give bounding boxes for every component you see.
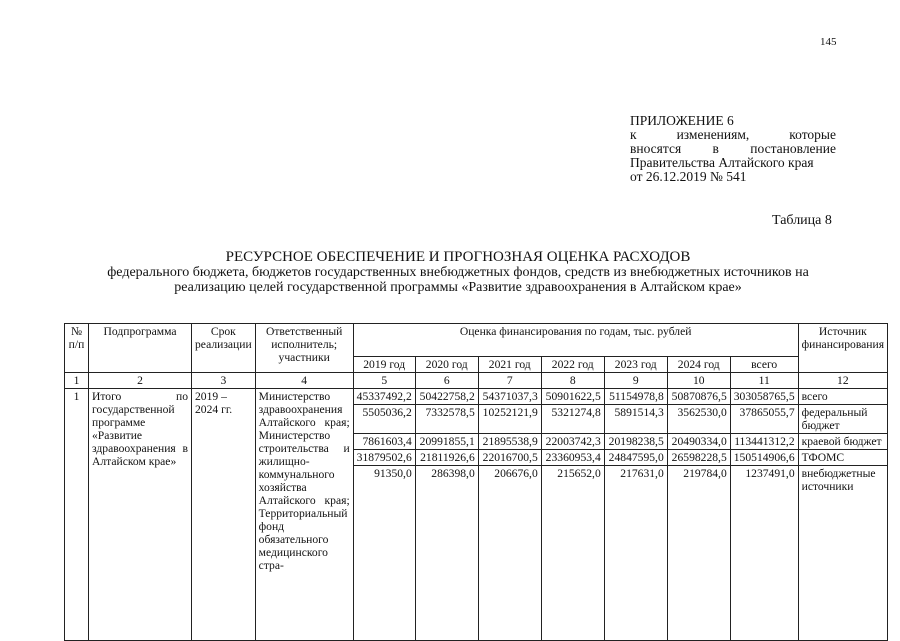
header-term: Срок реализации xyxy=(192,324,256,373)
value-cell: 286398,0 xyxy=(415,466,478,641)
appendix-line-3: Правительства Алтайского края xyxy=(630,155,814,170)
value-cell: 7332578,5 xyxy=(415,405,478,434)
value-cell: 20490334,0 xyxy=(667,434,730,450)
value-cell: 3562530,0 xyxy=(667,405,730,434)
appendix-line-2: вносятся в постановление xyxy=(630,141,836,156)
value-cell: 54371037,3 xyxy=(478,389,541,405)
value-cell: 20198238,5 xyxy=(604,434,667,450)
column-number: 11 xyxy=(730,373,798,389)
appendix-block xyxy=(630,114,836,184)
header-source: Источник финансирования xyxy=(798,324,887,373)
column-numbers-row xyxy=(65,373,888,389)
value-cell: 22016700,5 xyxy=(478,450,541,466)
value-cell: 219784,0 xyxy=(667,466,730,641)
document-title: РЕСУРСНОЕ ОБЕСПЕЧЕНИЕ И ПРОГНОЗНАЯ ОЦЕНКА РАСХОДОВ xyxy=(225,249,691,265)
column-number: 9 xyxy=(604,373,667,389)
header-subprogram: Подпрограмма xyxy=(89,324,192,373)
value-cell: 45337492,2 xyxy=(353,389,415,405)
column-number: 10 xyxy=(667,373,730,389)
value-cell: 5321274,8 xyxy=(541,405,604,434)
appendix-title: ПРИЛОЖЕНИЕ 6 xyxy=(630,113,734,128)
value-cell: 21811926,6 xyxy=(415,450,478,466)
year-header-total: всего xyxy=(730,357,798,373)
year-header: 2023 год xyxy=(604,357,667,373)
column-number: 12 xyxy=(798,373,887,389)
value-cell-total: 303058765,5 xyxy=(730,389,798,405)
document-subtitle-1: федерального бюджета, бюджетов государственных внебюджетных фондов, средств из внебюджетных источников на xyxy=(107,265,809,280)
appendix-line-1: к изменениям, которые xyxy=(630,127,836,142)
year-header: 2024 год xyxy=(667,357,730,373)
document-heading xyxy=(40,250,876,295)
value-cell: 51154978,8 xyxy=(604,389,667,405)
year-header: 2022 год xyxy=(541,357,604,373)
resource-table xyxy=(64,323,888,641)
value-cell: 24847595,0 xyxy=(604,450,667,466)
value-cell: 217631,0 xyxy=(604,466,667,641)
row-subprogram: Итого по государственной программе «Развитие здравоохранения в Алтайском крае» xyxy=(89,389,192,641)
value-cell: 26598228,5 xyxy=(667,450,730,466)
row-term: 2019 – 2024 гг. xyxy=(192,389,256,641)
value-cell: 206676,0 xyxy=(478,466,541,641)
value-cell-total: 113441312,2 xyxy=(730,434,798,450)
page-number: 145 xyxy=(820,36,837,48)
source-cell: краевой бюджет xyxy=(798,434,887,450)
value-cell: 5891514,3 xyxy=(604,405,667,434)
year-header: 2019 год xyxy=(353,357,415,373)
header-executor: Ответственный исполнитель; участники xyxy=(255,324,353,373)
value-cell: 7861603,4 xyxy=(353,434,415,450)
value-cell: 22003742,3 xyxy=(541,434,604,450)
header-row xyxy=(65,324,888,357)
column-number: 4 xyxy=(255,373,353,389)
source-cell: федеральный бюджет xyxy=(798,405,887,434)
value-cell: 10252121,9 xyxy=(478,405,541,434)
column-number: 2 xyxy=(89,373,192,389)
value-cell: 20991855,1 xyxy=(415,434,478,450)
value-cell-total: 37865055,7 xyxy=(730,405,798,434)
value-cell: 31879502,6 xyxy=(353,450,415,466)
source-cell: ТФОМС xyxy=(798,450,887,466)
table-label: Таблица 8 xyxy=(772,213,832,228)
value-cell: 21895538,9 xyxy=(478,434,541,450)
appendix-line-4: от 26.12.2019 № 541 xyxy=(630,169,747,184)
column-number: 5 xyxy=(353,373,415,389)
value-cell: 50422758,2 xyxy=(415,389,478,405)
value-cell: 50901622,5 xyxy=(541,389,604,405)
column-number: 7 xyxy=(478,373,541,389)
source-cell: внебюджетные источники xyxy=(798,466,887,641)
row-num: 1 xyxy=(65,389,89,641)
value-cell-total: 150514906,6 xyxy=(730,450,798,466)
value-cell: 215652,0 xyxy=(541,466,604,641)
value-cell: 23360953,4 xyxy=(541,450,604,466)
column-number: 6 xyxy=(415,373,478,389)
finance-row-total xyxy=(65,389,888,405)
year-header: 2021 год xyxy=(478,357,541,373)
header-num: № п/п xyxy=(65,324,89,373)
source-cell: всего xyxy=(798,389,887,405)
row-executor: Министерство здравоохранения Алтайского края; Министерство строительства и жилищно-коммунального хозяйства Алтайского края; Территориальный фонд обязательного медицинского стра- xyxy=(255,389,353,641)
column-number: 8 xyxy=(541,373,604,389)
column-number: 1 xyxy=(65,373,89,389)
column-number: 3 xyxy=(192,373,256,389)
value-cell: 91350,0 xyxy=(353,466,415,641)
year-header: 2020 год xyxy=(415,357,478,373)
header-funding: Оценка финансирования по годам, тыс. рублей xyxy=(353,324,798,357)
value-cell: 5505036,2 xyxy=(353,405,415,434)
value-cell-total: 1237491,0 xyxy=(730,466,798,641)
document-subtitle-2: реализацию целей государственной программы «Развитие здравоохранения в Алтайском крае» xyxy=(174,280,742,295)
value-cell: 50870876,5 xyxy=(667,389,730,405)
